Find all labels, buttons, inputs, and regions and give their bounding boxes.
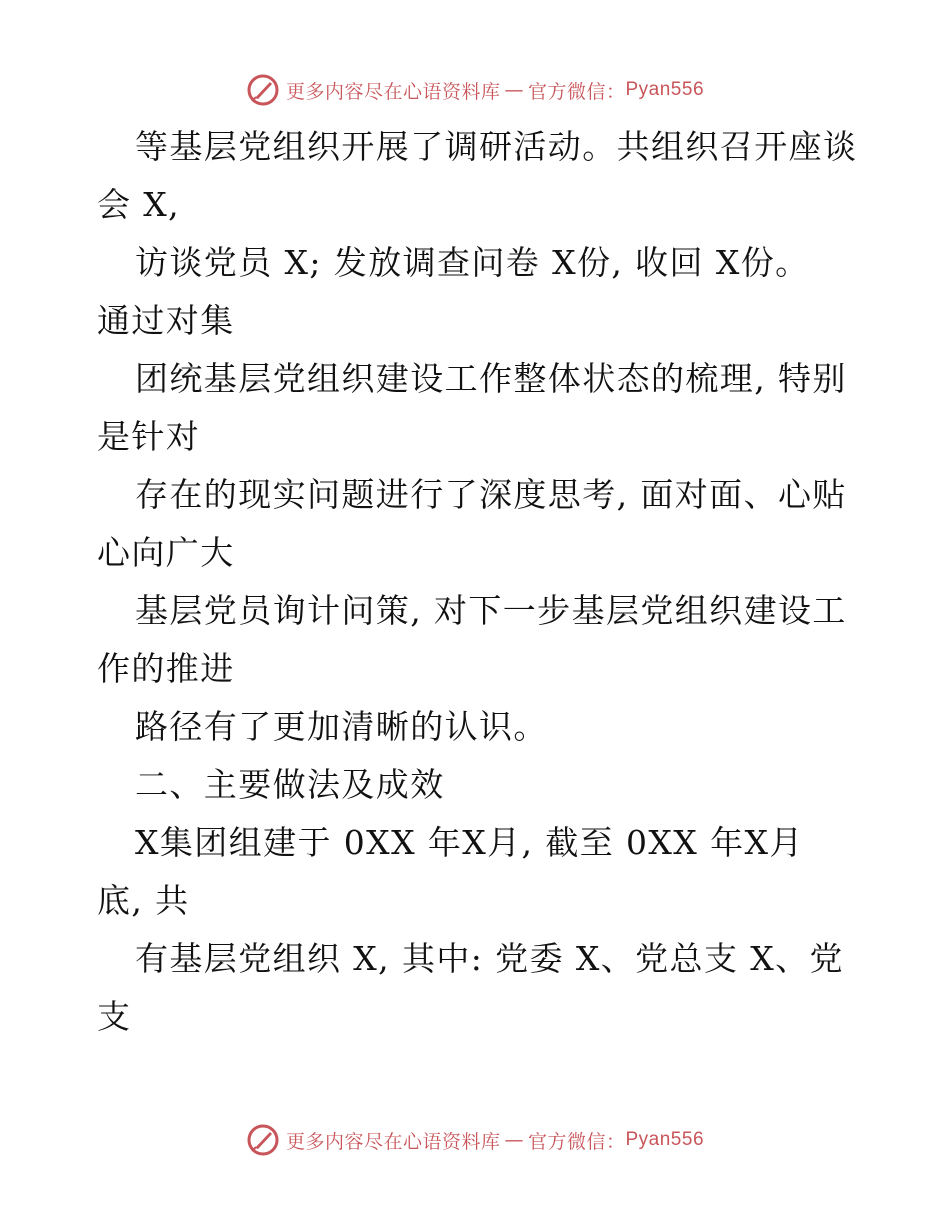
body-line: 基层党员询计问策, 对下一步基层党组织建设工 — [135, 591, 847, 630]
header-wechat-id: Pyan556 — [625, 79, 705, 100]
body-line: 是针对 — [97, 417, 201, 456]
body-line: 通过对集 — [97, 301, 235, 340]
body-line: 会 X, — [97, 185, 181, 224]
header-wechat-label: 官方微信： — [527, 80, 626, 103]
footer-dash: — — [504, 1129, 524, 1151]
body-line: 底, 共 — [97, 881, 190, 920]
header-dash: — — [504, 79, 524, 101]
body-line: 等基层党组织开展了调研活动。共组织召开座谈 — [135, 127, 858, 166]
body-line: 作的推进 — [97, 649, 235, 688]
body-line: X集团组建于 0XX 年X月, 截至 0XX 年X月 — [135, 823, 804, 862]
body-line: 存在的现实问题进行了深度思考, 面对面、心贴 — [135, 475, 847, 514]
section-heading: 二、主要做法及成效 — [135, 765, 445, 804]
feather-pen-logo-icon — [246, 73, 280, 107]
body-line: 路径有了更加清晰的认识。 — [135, 707, 548, 746]
feather-pen-logo-icon — [246, 1123, 280, 1157]
header-site-name: 更多内容尽在心语资料库 — [285, 80, 501, 103]
body-line: 有基层党组织 X, 其中: 党委 X、党总支 X、党 — [135, 939, 844, 978]
header-banner — [0, 70, 950, 110]
body-line: 心向广大 — [97, 533, 235, 572]
body-line: 支 — [97, 997, 132, 1036]
body-line: 访谈党员 X; 发放调查问卷 X份, 收回 X份。 — [135, 243, 810, 282]
footer-site-name: 更多内容尽在心语资料库 — [285, 1130, 501, 1153]
body-line: 团统基层党组织建设工作整体状态的梳理, 特别 — [135, 359, 847, 398]
footer-wechat-id: Pyan556 — [625, 1129, 705, 1150]
footer-wechat-label: 官方微信： — [527, 1130, 626, 1153]
document-body — [97, 118, 857, 1046]
footer-banner — [0, 1120, 950, 1160]
